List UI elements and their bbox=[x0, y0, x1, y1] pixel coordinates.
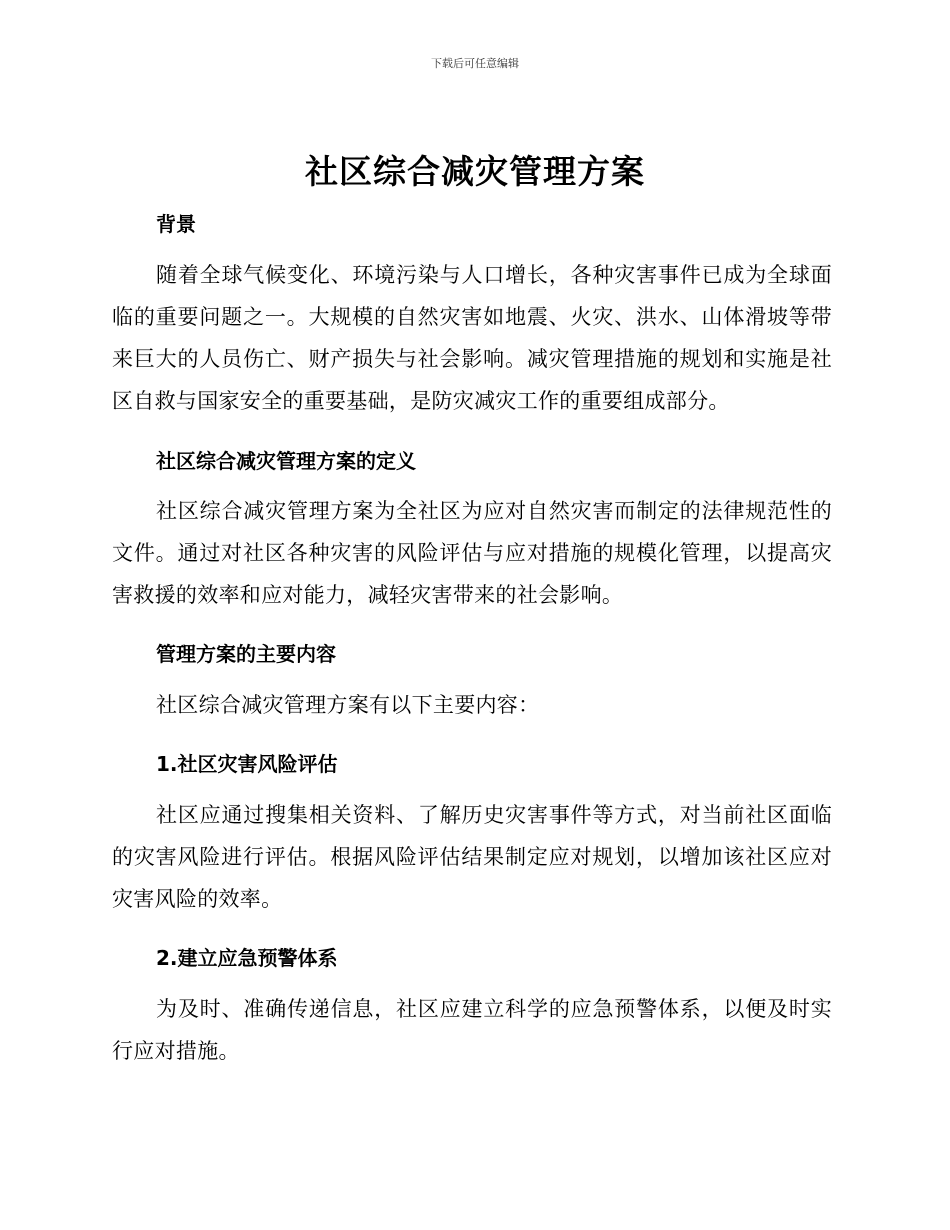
page-header-note: 下载后可任意编辑 bbox=[431, 57, 519, 70]
section-paragraph-definition: 社区综合减灾管理方案为全社区为应对自然灾害而制定的法律规范性的文件。通过对社区各种灾害的风险评估与应对措施的规模化管理，以提高灾害救援的效率和应对能力，减轻灾害带来的社会影响。 bbox=[112, 499, 832, 607]
section-heading-definition: 社区综合减灾管理方案的定义 bbox=[156, 449, 416, 473]
section-heading-main-content: 管理方案的主要内容 bbox=[156, 642, 336, 666]
section-heading-background: 背景 bbox=[156, 212, 196, 236]
section-paragraph-main-content: 社区综合减灾管理方案有以下主要内容： bbox=[156, 693, 540, 717]
section-heading-early-warning: 2.建立应急预警体系 bbox=[156, 946, 338, 970]
section-heading-risk-assessment: 1.社区灾害风险评估 bbox=[156, 752, 338, 776]
section-paragraph-background: 随着全球气候变化、环境污染与人口增长，各种灾害事件已成为全球面临的重要问题之一。大规模的自然灾害如地震、火灾、洪水、山体滑坡等带来巨大的人员伤亡、财产损失与社会影响。减灾管理措施的规划和实施是社区自救与国家安全的重要基础，是防灾减灾工作的重要组成部分。 bbox=[112, 263, 832, 413]
document-title: 社区综合减灾管理方案 bbox=[305, 152, 645, 191]
section-paragraph-risk-assessment: 社区应通过搜集相关资料、了解历史灾害事件等方式，对当前社区面临的灾害风险进行评估。根据风险评估结果制定应对规划，以增加该社区应对灾害风险的效率。 bbox=[112, 803, 832, 911]
section-paragraph-early-warning: 为及时、准确传递信息，社区应建立科学的应急预警体系，以便及时实行应对措施。 bbox=[112, 997, 832, 1063]
